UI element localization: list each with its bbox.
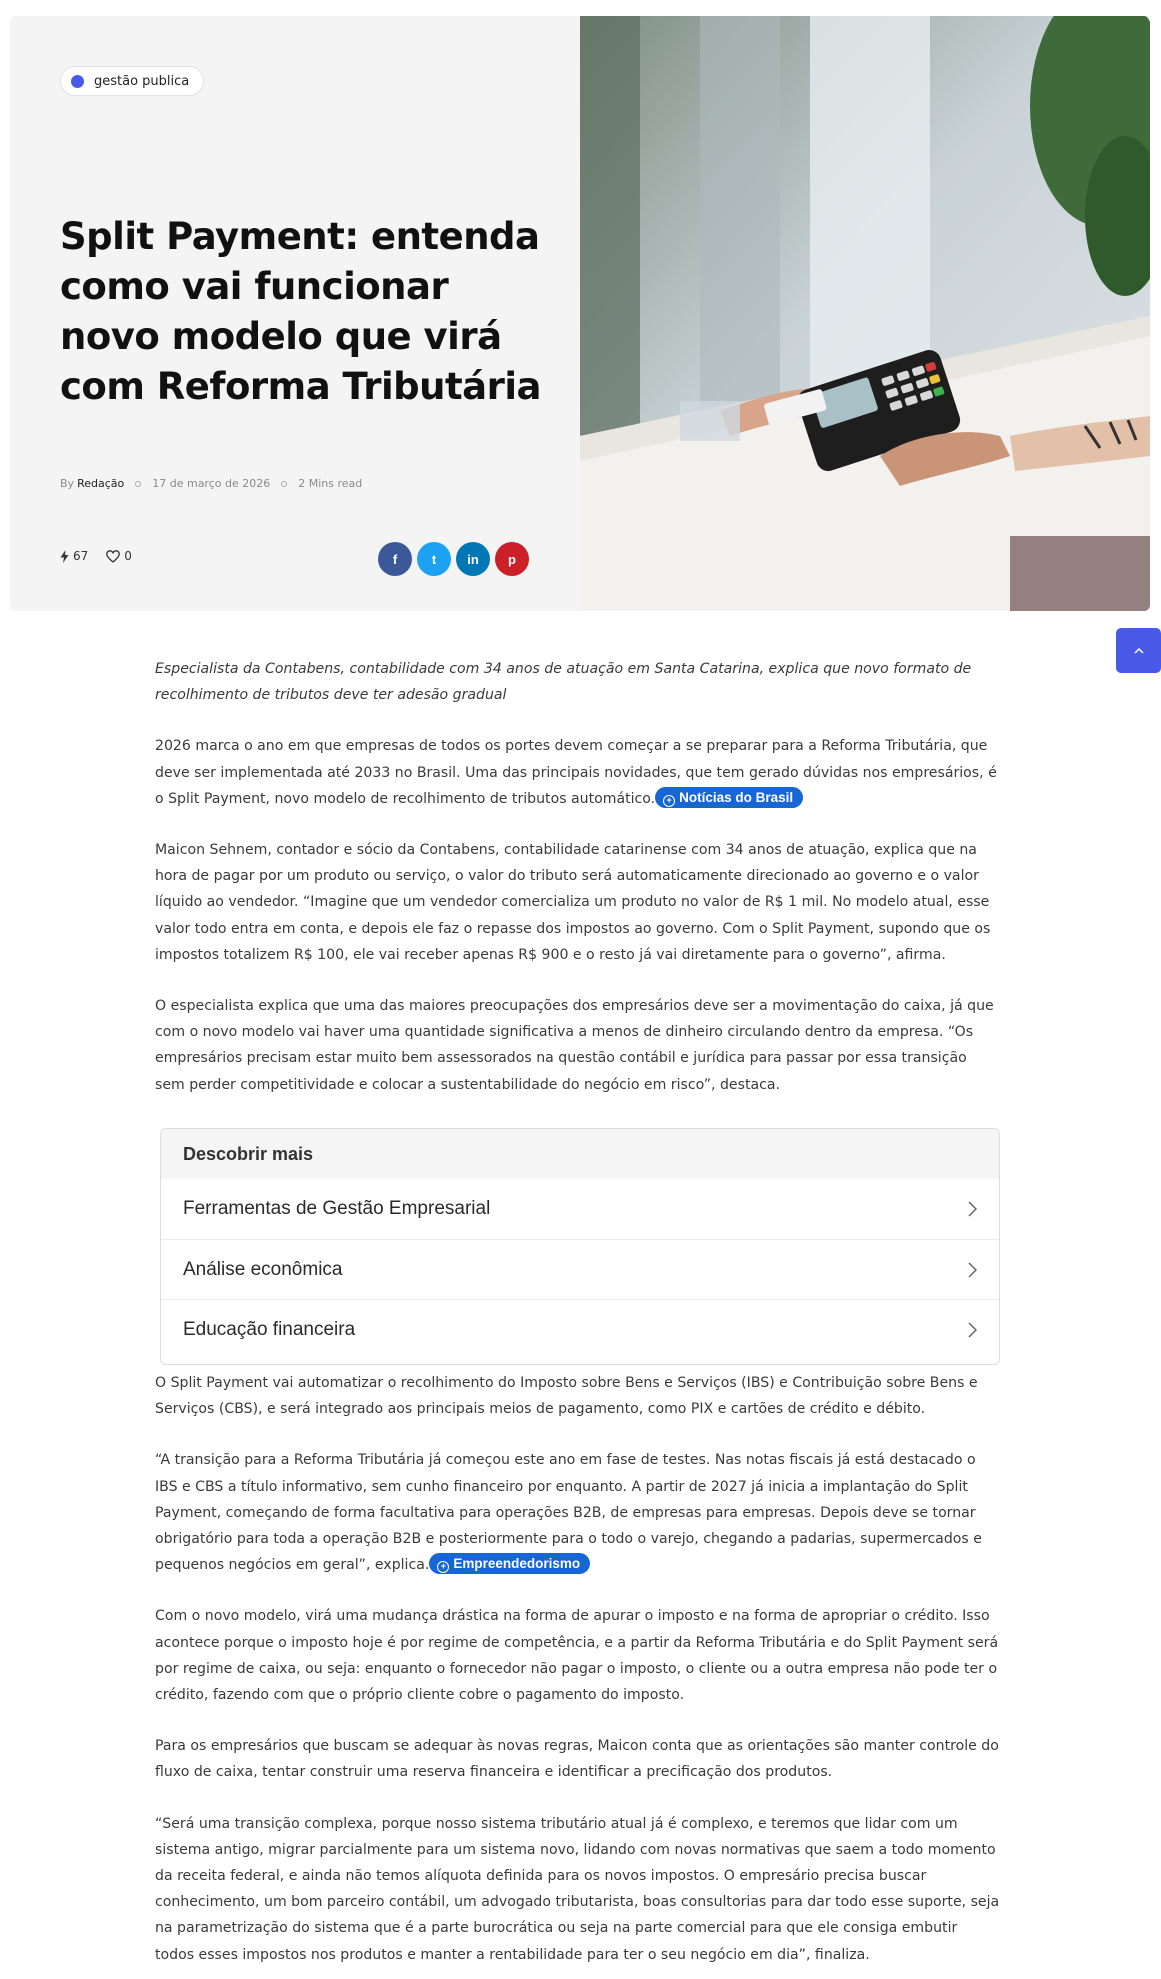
discover-item-label: Análise econômica [183, 1258, 343, 1280]
article-title: Split Payment: entenda como vai funcionar novo modelo que virá com Reforma Tributária [60, 215, 542, 408]
views-count: 67 [73, 549, 89, 563]
article-paragraph: O especialista explica que uma das maiores preocupações dos empresários deve ser a movimentação do caixa, já que com o novo modelo vai haver uma quantidade significativa a menos de dinheiro circulando dentro da empresa. “Os empresários precisam estar muito bem assessorados na questão contábil e jurídica para passar por essa transição sem perder competitividade e colocar a sustentabilidade do negócio em risco”, destaca. [155, 998, 994, 1093]
article-paragraph: Maicon Sehnem, contador e sócio da Contabens, contabilidade catarinense com 34 anos de atuação, explica que na hora de pagar por um produto ou serviço, o valor do tributo será automaticamente direcionado ao governo e o valor líquido ao vendedor. “Imagine que um vendedor comercializa um produto no valor de R$ 1 mil. No modelo atual, esse valor todo entra em conta, e depois ele faz o repasse dos impostos ao governo. Com o Split Payment, supondo que os impostos totalizem R$ 100, ele vai receber apenas R$ 900 e o resto já vai diretamente para o governo”, afirma. [155, 842, 991, 963]
article-paragraph [155, 1447, 1000, 1578]
meta-separator [135, 481, 141, 487]
chevron-right-icon [968, 1262, 977, 1278]
discover-item[interactable] [161, 1179, 999, 1239]
article-meta [60, 477, 362, 490]
plus-circle-icon: + [437, 1561, 449, 1573]
likes-count: 0 [124, 549, 132, 563]
discover-more-box [160, 1128, 1000, 1365]
article-paragraph [155, 733, 1000, 812]
like-button[interactable] [106, 549, 132, 563]
share-linkedin-button[interactable] [456, 542, 490, 576]
featured-image [580, 16, 1150, 611]
bolt-icon [60, 550, 69, 563]
facebook-icon: f [392, 551, 398, 567]
views-stat [60, 549, 88, 563]
discover-item[interactable] [161, 1299, 999, 1359]
article-paragraph: Para os empresários que buscam se adequar às novas regras, Maicon conta que as orientações são manter controle do fluxo de caixa, tentar construir uma reserva financeira e identificar a precificação dos produtos. [155, 1738, 999, 1781]
pinterest-icon: p [508, 551, 516, 567]
heart-icon [106, 550, 120, 563]
share-twitter-button[interactable] [417, 542, 451, 576]
author-link[interactable]: Redação [77, 477, 125, 490]
twitter-icon: t [431, 551, 437, 567]
publish-date: 17 de março de 2026 [152, 477, 271, 490]
article-hero [10, 16, 1150, 611]
topic-tag-link[interactable] [429, 1553, 590, 1574]
article-paragraph: “Será uma transição complexa, porque nosso sistema tributário atual já é complexo, e teremos que lidar com um sistema antigo, migrar parcialmente para um sistema novo, lidando com novas normativas que saem a todo momento da receita federal, e ainda não temos alíquota definida para os novos impostos. O empresário precisa buscar conhecimento, um bom parceiro contábil, um advogado tributarista, boas consultorias para dar todo esse suporte, seja na parametrização do sistema que é a parte burocrática ou seja na parte comercial para que ele consiga embutir todos esses impostos nos produtos e manter a rentabilidade para ter o seu negócio em dia”, finaliza. [155, 1815, 1000, 1963]
hero-text-panel [10, 16, 580, 611]
meta-separator [281, 481, 287, 487]
share-buttons [378, 542, 534, 576]
share-facebook-button[interactable] [378, 542, 412, 576]
category-dot-icon [71, 75, 84, 88]
meta-by: By [60, 477, 75, 490]
chevron-up-icon [1134, 648, 1144, 654]
article-paragraph: O Split Payment vai automatizar o recolhimento do Imposto sobre Bens e Serviços (IBS) e Contribuição sobre Bens e Serviços (CBS), e será integrado aos principais meios de pagamento, como PIX e cartões de crédito e débito. [155, 1375, 978, 1418]
chevron-right-icon [968, 1322, 977, 1338]
linkedin-icon: in [467, 551, 479, 567]
article-lead: Especialista da Contabens, contabilidade com 34 anos de atuação em Santa Catarina, explica que novo formato de recolhimento de tributos deve ter adesão gradual [155, 661, 972, 704]
plus-circle-icon: + [663, 795, 675, 807]
chevron-right-icon [968, 1201, 977, 1217]
article-stats [60, 549, 150, 563]
discover-item[interactable] [161, 1239, 999, 1299]
category-label: gestão publica [94, 73, 190, 89]
discover-more-title: Descobrir mais [161, 1129, 999, 1179]
back-to-top-button[interactable] [1116, 628, 1161, 673]
article-paragraph: Com o novo modelo, virá uma mudança drástica na forma de apurar o imposto e na forma de apropriar o crédito. Isso acontece porque o imposto hoje é por regime de competência, e a partir da Reforma Tributária e do Split Payment será por regime de caixa, ou seja: enquanto o fornecedor não pagar o imposto, o cliente ou a outra empresa não pode ter o crédito, fazendo com que o próprio cliente cobre o pagamento do imposto. [155, 1608, 999, 1704]
category-badge[interactable] [60, 66, 204, 96]
news-tag-label: Notícias do Brasil [679, 789, 794, 805]
share-pinterest-button[interactable] [495, 542, 529, 576]
paragraph-text: 2026 marca o ano em que empresas de todos os portes devem começar a se preparar para a Reforma Tributária, que deve ser implementada até 2033 no Brasil. Uma das principais novidades, que tem gerado dúvidas nos empresários, é o Split Payment, novo modelo de recolhimento de tributos automático. [155, 738, 997, 807]
article-body [155, 656, 1000, 1123]
paragraph-text: “A transição para a Reforma Tributária já começou este ano em fase de testes. Nas notas fiscais já está destacado o IBS e CBS a título informativo, sem cunho financeiro por enquanto. A partir de 2027 já inicia a implantação do Split Payment, começando de forma facultativa para operações B2B, de empresas para empresas. Depois deve se tornar obrigatório para toda a operação B2B e posteriormente para o todo o varejo, chegando a padarias, supermercados e pequenos negócios em geral”, explica. [155, 1452, 982, 1574]
article-body-continued [155, 1370, 1000, 1979]
news-tag-link[interactable] [655, 787, 803, 808]
topic-tag-label: Empreendedorismo [453, 1556, 581, 1572]
read-time: 2 Mins read [298, 477, 363, 490]
discover-item-label: Educação financeira [183, 1318, 356, 1340]
discover-item-label: Ferramentas de Gestão Empresarial [183, 1198, 491, 1219]
